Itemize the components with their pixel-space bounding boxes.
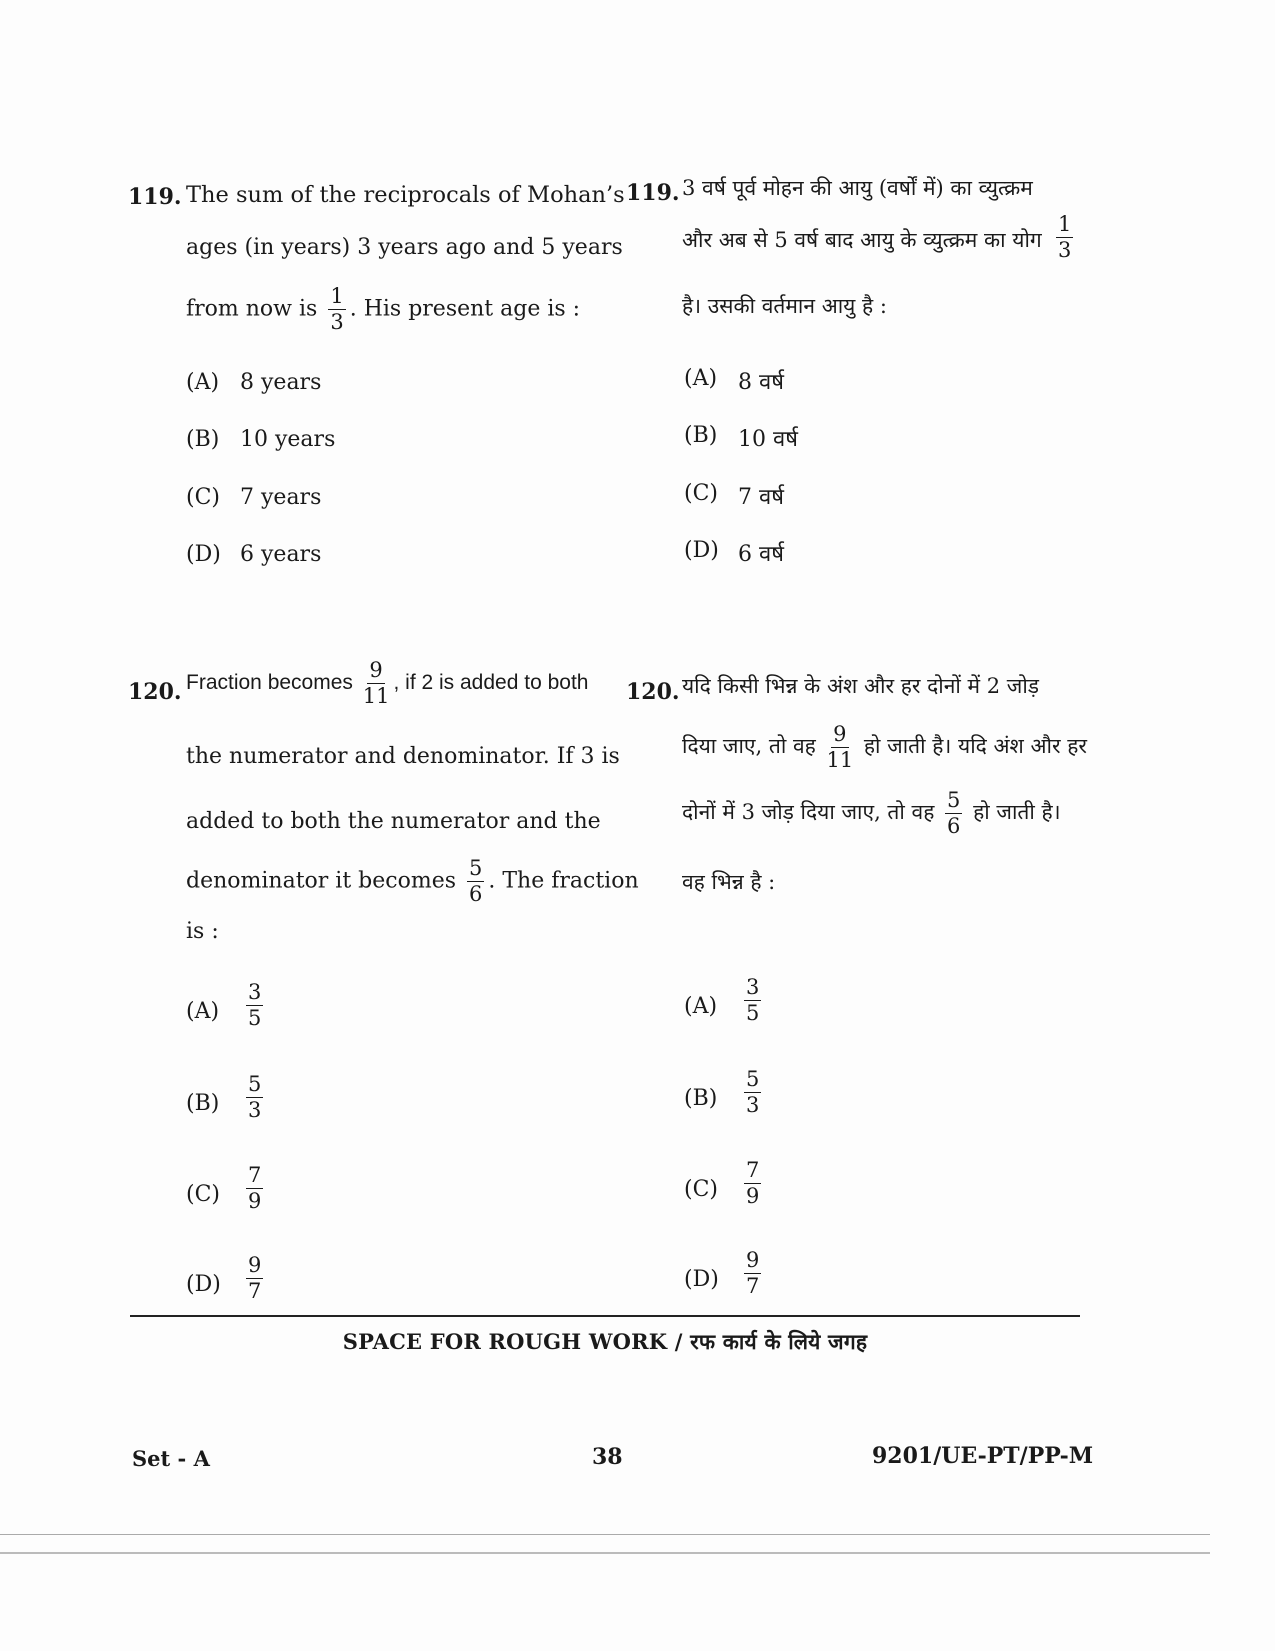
- option-label: (B): [684, 423, 718, 448]
- fraction: [826, 724, 853, 771]
- question-text-line: is :: [186, 919, 219, 944]
- fraction-denominator: 3: [330, 310, 344, 334]
- fraction: [744, 977, 761, 1024]
- fraction: [246, 1255, 263, 1302]
- text-fragment: दिया जाए, तो वह: [682, 734, 816, 758]
- option-c: [684, 481, 784, 510]
- fraction-numerator: 3: [746, 975, 760, 999]
- option-label: (B): [186, 1091, 220, 1116]
- question-text-line: ages (in years) 3 years ago and 5 years: [186, 235, 623, 260]
- text-fragment: Fraction becomes: [186, 671, 353, 695]
- question-text-line: [186, 286, 580, 333]
- question-number: 119.: [626, 180, 680, 206]
- option-label: (B): [684, 1086, 718, 1111]
- fraction: [363, 660, 390, 707]
- fraction-numerator: 7: [746, 1158, 760, 1182]
- text-fragment: हो जाती है।: [973, 800, 1061, 824]
- fraction-denominator: 11: [826, 748, 854, 772]
- text-fragment: from now is: [186, 296, 318, 322]
- text-fragment: , if 2 is added to both: [393, 671, 589, 695]
- question-text-line: [682, 724, 1087, 771]
- fraction-denominator: 5: [248, 1006, 262, 1030]
- option-text: 6 वर्ष: [738, 542, 784, 567]
- fraction-numerator: 9: [248, 1253, 262, 1277]
- set-label: Set - A: [132, 1446, 210, 1471]
- question-text-line: वह भिन्न है :: [682, 870, 776, 894]
- option-label: (C): [684, 1177, 718, 1202]
- fraction-numerator: 1: [330, 284, 344, 308]
- fraction-denominator: 3: [1058, 238, 1072, 262]
- fraction-denominator: 7: [746, 1274, 760, 1298]
- text-fragment: हो जाती है। यदि अंश और हर: [863, 734, 1087, 758]
- scan-edge-line: [0, 1552, 1210, 1554]
- option-text: 8 वर्ष: [738, 370, 784, 395]
- option-a: [186, 370, 322, 395]
- fraction-denominator: 6: [947, 814, 961, 838]
- option-text: 10 years: [240, 427, 336, 452]
- paper-code: 9201/UE-PT/PP-M: [872, 1443, 1094, 1469]
- question-text-line: [186, 858, 639, 905]
- question-text-line: added to both the numerator and the: [186, 809, 601, 834]
- fraction: [467, 858, 484, 905]
- option-text: 7 वर्ष: [738, 485, 784, 510]
- text-fragment: . The fraction: [488, 868, 639, 894]
- fraction-wrap: [1052, 214, 1077, 261]
- option-label: (D): [684, 538, 719, 563]
- option-text: 10 वर्ष: [738, 427, 798, 452]
- fraction-denominator: 5: [746, 1001, 760, 1025]
- text-fragment: . His present age is :: [349, 296, 581, 322]
- option-d: [684, 538, 784, 567]
- fraction: [945, 790, 962, 837]
- fraction-denominator: 9: [248, 1189, 262, 1213]
- text-fragment: denominator it becomes: [186, 868, 457, 894]
- question-text-line: है। उसकी वर्तमान आयु है :: [682, 294, 887, 318]
- fraction-numerator: 5: [746, 1067, 760, 1091]
- option-label: (C): [684, 481, 718, 506]
- fraction-denominator: 11: [362, 684, 390, 708]
- fraction: [744, 1069, 761, 1116]
- fraction: [246, 1165, 263, 1212]
- question-text-line: यदि किसी भिन्न के अंश और हर दोनों में 2 जोड़: [682, 674, 1040, 698]
- fraction-numerator: 5: [248, 1072, 262, 1096]
- option-b: [684, 423, 798, 452]
- fraction-denominator: 7: [248, 1279, 262, 1303]
- fraction-numerator: 9: [833, 722, 847, 746]
- option-label: (A): [684, 994, 718, 1019]
- section-divider: [130, 1315, 1080, 1317]
- fraction-numerator: 9: [746, 1248, 760, 1272]
- option-c: [186, 485, 322, 510]
- fraction: [246, 1074, 263, 1121]
- option-b: [186, 427, 336, 452]
- option-label: (D): [186, 542, 221, 567]
- option-label: (A): [186, 370, 220, 395]
- option-d: [186, 542, 322, 567]
- fraction-numerator: 1: [1058, 212, 1072, 236]
- fraction: [744, 1250, 761, 1297]
- question-number: 120.: [626, 679, 680, 705]
- rough-work-heading: SPACE FOR ROUGH WORK / रफ कार्य के लिये जगह: [342, 1329, 868, 1354]
- option-label: (B): [186, 427, 220, 452]
- option-label: (C): [186, 1182, 220, 1207]
- question-text-line: और अब से 5 वर्ष बाद आयु के व्युत्क्रम का योग: [682, 228, 1042, 252]
- fraction: [744, 1160, 761, 1207]
- fraction: [1056, 214, 1073, 261]
- fraction-denominator: 3: [746, 1093, 760, 1117]
- question-text-line: 3 वर्ष पूर्व मोहन की आयु (वर्षों में) का व्युत्क्रम: [682, 176, 1033, 200]
- option-label: (C): [186, 485, 220, 510]
- scan-edge-line: [0, 1534, 1210, 1535]
- fraction-denominator: 3: [248, 1098, 262, 1122]
- fraction-numerator: 3: [248, 980, 262, 1004]
- option-label: (D): [684, 1267, 719, 1292]
- option-label: (D): [186, 1272, 221, 1297]
- fraction-numerator: 9: [369, 658, 383, 682]
- fraction-denominator: 9: [746, 1184, 760, 1208]
- question-text-line: [186, 660, 588, 707]
- option-a: [684, 366, 784, 395]
- fraction-numerator: 7: [248, 1163, 262, 1187]
- question-number: 120.: [128, 679, 182, 705]
- option-label: (A): [186, 999, 220, 1024]
- question-number: 119.: [128, 184, 182, 210]
- question-text-line: [682, 790, 1061, 837]
- question-text-line: The sum of the reciprocals of Mohan’s: [186, 182, 625, 208]
- option-text: 8 years: [240, 370, 322, 395]
- text-fragment: दोनों में 3 जोड़ दिया जाए, तो वह: [682, 800, 935, 824]
- fraction: [328, 286, 345, 333]
- fraction-denominator: 6: [469, 882, 483, 906]
- fraction-numerator: 5: [947, 788, 961, 812]
- option-text: 6 years: [240, 542, 322, 567]
- page-number: 38: [592, 1444, 623, 1470]
- fraction-numerator: 5: [469, 856, 483, 880]
- question-text-line: the numerator and denominator. If 3 is: [186, 744, 620, 769]
- option-label: (A): [684, 366, 718, 391]
- fraction: [246, 982, 263, 1029]
- option-text: 7 years: [240, 485, 322, 510]
